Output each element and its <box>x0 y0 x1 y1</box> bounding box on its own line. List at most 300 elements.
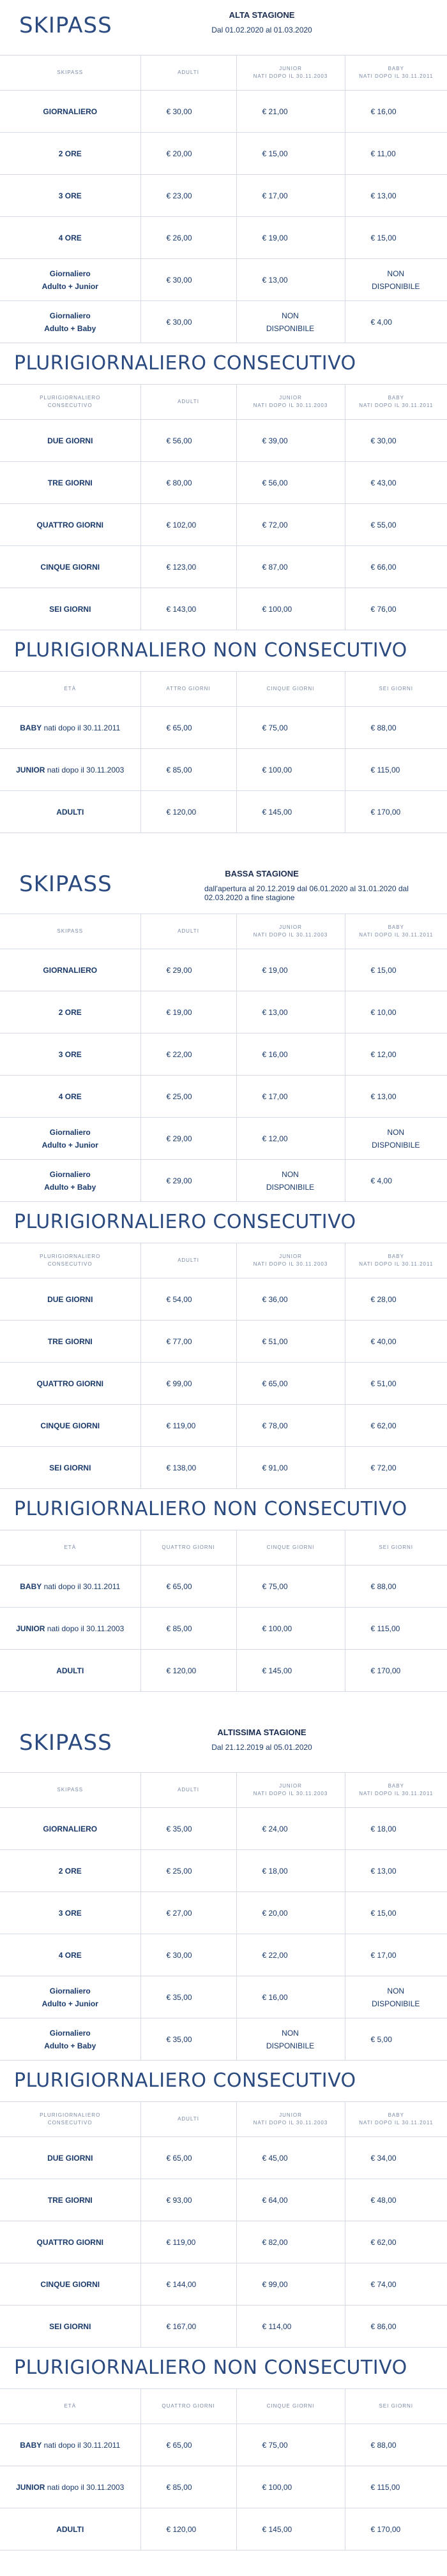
table-row <box>0 1808 447 1850</box>
price-cell: € 12,00 <box>236 1118 345 1160</box>
age-detail: nati dopo il 30.11.2003 <box>45 1624 125 1633</box>
age-label: BABY <box>20 1581 42 1591</box>
age-label: JUNIOR <box>16 2482 45 2492</box>
price-cell: € 29,00 <box>140 1160 236 1202</box>
column-header: JUNIOR NATI DOPO IL 30.11.2003 <box>236 1773 345 1808</box>
price-cell: € 119,00 <box>140 2221 236 2263</box>
price-cell: € 120,00 <box>140 1650 236 1692</box>
row-label-line: Giornaliero <box>49 1169 91 1179</box>
column-header: JUNIOR NATI DOPO IL 30.11.2003 <box>236 2102 345 2137</box>
price-cell: € 170,00 <box>345 2508 447 2550</box>
price-cell: € 80,00 <box>140 462 236 504</box>
column-header: ADULTI <box>140 1773 236 1808</box>
section-gap <box>0 2550 447 2576</box>
row-label: DUE GIORNI <box>0 420 140 462</box>
table-row <box>0 504 447 546</box>
price-cell: € 99,00 <box>140 1363 236 1405</box>
not-available-line: NON <box>387 1986 405 1995</box>
price-cell: € 170,00 <box>345 1650 447 1692</box>
price-cell: € 99,00 <box>236 2263 345 2306</box>
row-label <box>0 1118 140 1160</box>
row-label-line: Adulto + Baby <box>44 2041 96 2050</box>
column-header: PLURIGIORNALIERO CONSECUTIVO <box>0 385 140 420</box>
row-label <box>0 259 140 301</box>
table-row <box>0 791 447 833</box>
price-cell: € 145,00 <box>236 1650 345 1692</box>
price-cell: € 55,00 <box>345 504 447 546</box>
price-cell: € 22,00 <box>236 1934 345 1976</box>
price-cell: € 77,00 <box>140 1321 236 1363</box>
row-label-line: Giornaliero <box>49 1986 91 1995</box>
not-available-line: DISPONIBILE <box>266 2041 315 2050</box>
price-cell: € 123,00 <box>140 546 236 588</box>
table-row <box>0 1650 447 1692</box>
skipass-table <box>0 1772 447 2061</box>
skipass-title: SKIPASS <box>19 871 112 897</box>
price-cell: € 72,00 <box>345 1447 447 1489</box>
column-header: BABY NATI DOPO IL 30.11.2011 <box>345 385 447 420</box>
price-cell: € 100,00 <box>236 749 345 791</box>
age-detail: nati dopo il 30.11.2011 <box>42 723 121 732</box>
consecutive-table <box>0 1243 447 1489</box>
row-label: QUATTRO GIORNI <box>0 504 140 546</box>
price-cell: € 82,00 <box>236 2221 345 2263</box>
not-available-cell <box>236 2018 345 2061</box>
price-cell: € 29,00 <box>140 1118 236 1160</box>
column-header: CINQUE GIORNI <box>236 672 345 707</box>
not-available-cell <box>345 259 447 301</box>
price-cell: € 22,00 <box>140 1033 236 1076</box>
column-header: ETÀ <box>0 1530 140 1566</box>
price-cell: € 144,00 <box>140 2263 236 2306</box>
age-label: ADULTI <box>56 1666 84 1675</box>
price-cell: € 85,00 <box>140 2466 236 2508</box>
not-available-line: DISPONIBILE <box>372 1140 420 1150</box>
not-available-cell <box>345 1118 447 1160</box>
price-cell: € 85,00 <box>140 1608 236 1650</box>
table-row <box>0 949 447 991</box>
price-cell: € 91,00 <box>236 1447 345 1489</box>
row-label <box>0 1566 140 1608</box>
column-header: ATTRO GIORNI <box>140 672 236 707</box>
season-name: ALTISSIMA STAGIONE <box>217 1728 307 1737</box>
table-header-row <box>0 2102 447 2137</box>
column-header: ADULTI <box>140 56 236 91</box>
price-cell: € 36,00 <box>236 1278 345 1321</box>
price-cell: € 65,00 <box>140 2137 236 2179</box>
table-row <box>0 2018 447 2061</box>
price-cell: € 28,00 <box>345 1278 447 1321</box>
table-row <box>0 1405 447 1447</box>
price-cell: € 20,00 <box>236 1892 345 1934</box>
non-consecutive-table <box>0 671 447 833</box>
row-label-line: Giornaliero <box>49 2028 91 2038</box>
row-label <box>0 1608 140 1650</box>
price-cell: € 120,00 <box>140 2508 236 2550</box>
price-cell: € 65,00 <box>236 1363 345 1405</box>
column-header: CINQUE GIORNI <box>236 1530 345 1566</box>
table-row <box>0 707 447 749</box>
skipass-title: SKIPASS <box>19 1730 112 1756</box>
price-cell: € 138,00 <box>140 1447 236 1489</box>
table-header-row <box>0 1243 447 1278</box>
price-cell: € 13,00 <box>345 175 447 217</box>
price-cell: € 13,00 <box>345 1850 447 1892</box>
price-cell: € 39,00 <box>236 420 345 462</box>
price-cell: € 20,00 <box>140 133 236 175</box>
not-available-cell <box>236 1160 345 1202</box>
table-row <box>0 1278 447 1321</box>
price-cell: € 167,00 <box>140 2306 236 2348</box>
season-header <box>0 1717 447 1772</box>
table-row <box>0 259 447 301</box>
price-cell: € 51,00 <box>236 1321 345 1363</box>
row-label: SEI GIORNI <box>0 1447 140 1489</box>
table-row <box>0 749 447 791</box>
row-label-line: Adulto + Junior <box>42 281 98 291</box>
price-cell: € 11,00 <box>345 133 447 175</box>
column-header: PLURIGIORNALIERO CONSECUTIVO <box>0 2102 140 2137</box>
not-available-cell <box>345 1976 447 2018</box>
price-cell: € 54,00 <box>140 1278 236 1321</box>
row-label <box>0 2018 140 2061</box>
table-header-row <box>0 914 447 949</box>
price-cell: € 51,00 <box>345 1363 447 1405</box>
price-cell: € 74,00 <box>345 2263 447 2306</box>
price-cell: € 35,00 <box>140 1808 236 1850</box>
column-header: ETÀ <box>0 672 140 707</box>
consecutive-table <box>0 2101 447 2348</box>
price-cell: € 29,00 <box>140 949 236 991</box>
table-row <box>0 1892 447 1934</box>
column-header: ADULTI <box>140 914 236 949</box>
row-label-line: Adulto + Baby <box>44 323 96 333</box>
table-row <box>0 1934 447 1976</box>
row-label: DUE GIORNI <box>0 1278 140 1321</box>
price-cell: € 100,00 <box>236 588 345 630</box>
row-label: SEI GIORNI <box>0 588 140 630</box>
age-detail: nati dopo il 30.11.2003 <box>45 2482 125 2492</box>
row-label: 4 ORE <box>0 217 140 259</box>
price-cell: € 26,00 <box>140 217 236 259</box>
row-label-line: Adulto + Junior <box>42 1140 98 1150</box>
table-row <box>0 217 447 259</box>
column-header: BABY NATI DOPO IL 30.11.2011 <box>345 1243 447 1278</box>
age-label: BABY <box>20 2440 42 2450</box>
row-label <box>0 707 140 749</box>
section-title-non-consecutive: PLURIGIORNALIERO NON CONSECUTIVO <box>14 2357 407 2379</box>
column-header: QUATTRO GIORNI <box>140 2389 236 2424</box>
row-label: 2 ORE <box>0 133 140 175</box>
table-row <box>0 1608 447 1650</box>
price-cell: € 100,00 <box>236 1608 345 1650</box>
price-cell: € 16,00 <box>236 1976 345 2018</box>
price-cell: € 4,00 <box>345 301 447 343</box>
column-header: PLURIGIORNALIERO CONSECUTIVO <box>0 1243 140 1278</box>
row-label-line: Adulto + Junior <box>42 1999 98 2008</box>
price-cell: € 25,00 <box>140 1850 236 1892</box>
table-row <box>0 1076 447 1118</box>
price-cell: € 5,00 <box>345 2018 447 2061</box>
season-dates: Dal 21.12.2019 al 05.01.2020 <box>211 1743 312 1752</box>
non-consecutive-table <box>0 1530 447 1692</box>
row-label <box>0 1650 140 1692</box>
price-cell: € 24,00 <box>236 1808 345 1850</box>
price-cell: € 15,00 <box>345 217 447 259</box>
row-label: TRE GIORNI <box>0 2179 140 2221</box>
price-cell: € 30,00 <box>140 1934 236 1976</box>
price-cell: € 18,00 <box>236 1850 345 1892</box>
price-cell: € 100,00 <box>236 2466 345 2508</box>
row-label <box>0 1160 140 1202</box>
table-row <box>0 2466 447 2508</box>
price-cell: € 75,00 <box>236 1566 345 1608</box>
table-header-row <box>0 385 447 420</box>
season-dates: Dal 01.02.2020 al 01.03.2020 <box>211 26 312 34</box>
price-cell: € 13,00 <box>236 259 345 301</box>
price-cell: € 19,00 <box>236 217 345 259</box>
row-label: GIORNALIERO <box>0 949 140 991</box>
table-row <box>0 2306 447 2348</box>
row-label: TRE GIORNI <box>0 1321 140 1363</box>
row-label: QUATTRO GIORNI <box>0 1363 140 1405</box>
row-label: 3 ORE <box>0 1892 140 1934</box>
table-row <box>0 1850 447 1892</box>
section-title-consecutive: PLURIGIORNALIERO CONSECUTIVO <box>14 2069 356 2092</box>
price-cell: € 93,00 <box>140 2179 236 2221</box>
table-row <box>0 588 447 630</box>
table-header-row <box>0 2389 447 2424</box>
row-label <box>0 2508 140 2550</box>
row-label: QUATTRO GIORNI <box>0 2221 140 2263</box>
not-available-line: DISPONIBILE <box>266 323 315 333</box>
section-gap <box>0 1692 447 1717</box>
row-label: GIORNALIERO <box>0 1808 140 1850</box>
price-cell: € 27,00 <box>140 1892 236 1934</box>
price-cell: € 62,00 <box>345 1405 447 1447</box>
row-label <box>0 749 140 791</box>
price-cell: € 19,00 <box>140 991 236 1033</box>
row-label <box>0 301 140 343</box>
price-cell: € 75,00 <box>236 707 345 749</box>
price-cell: € 35,00 <box>140 1976 236 2018</box>
table-row <box>0 2179 447 2221</box>
column-header: SEI GIORNI <box>345 1530 447 1566</box>
age-label: JUNIOR <box>16 1624 45 1633</box>
price-cell: € 145,00 <box>236 791 345 833</box>
table-row <box>0 2424 447 2466</box>
column-header: SKIPASS <box>0 56 140 91</box>
season-dates: dall'apertura al 20.12.2019 dal 06.01.2020 al 31.01.2020 dal 02.03.2020 a fine stagione <box>204 884 409 902</box>
row-label: CINQUE GIORNI <box>0 2263 140 2306</box>
row-label: DUE GIORNI <box>0 2137 140 2179</box>
row-label <box>0 2424 140 2466</box>
table-row <box>0 1033 447 1076</box>
row-label-line: Giornaliero <box>49 269 91 278</box>
row-label-line: Adulto + Baby <box>44 1182 96 1192</box>
table-header-row <box>0 1773 447 1808</box>
column-header: ADULTI <box>140 1243 236 1278</box>
price-cell: € 23,00 <box>140 175 236 217</box>
table-row <box>0 1321 447 1363</box>
column-header: ETÀ <box>0 2389 140 2424</box>
price-cell: € 78,00 <box>236 1405 345 1447</box>
row-label: CINQUE GIORNI <box>0 1405 140 1447</box>
not-available-cell <box>236 301 345 343</box>
table-row <box>0 546 447 588</box>
price-cell: € 30,00 <box>140 301 236 343</box>
price-cell: € 64,00 <box>236 2179 345 2221</box>
section-title-non-consecutive: PLURIGIORNALIERO NON CONSECUTIVO <box>14 639 407 662</box>
not-available-line: DISPONIBILE <box>266 1182 315 1192</box>
table-row <box>0 1976 447 2018</box>
section-gap <box>0 833 447 859</box>
price-cell: € 40,00 <box>345 1321 447 1363</box>
table-row <box>0 462 447 504</box>
price-cell: € 17,00 <box>236 1076 345 1118</box>
price-cell: € 85,00 <box>140 749 236 791</box>
table-row <box>0 2508 447 2550</box>
row-label: 2 ORE <box>0 991 140 1033</box>
price-cell: € 35,00 <box>140 2018 236 2061</box>
table-row <box>0 91 447 133</box>
price-cell: € 56,00 <box>236 462 345 504</box>
price-cell: € 56,00 <box>140 420 236 462</box>
price-cell: € 88,00 <box>345 1566 447 1608</box>
price-cell: € 87,00 <box>236 546 345 588</box>
skipass-table <box>0 914 447 1202</box>
price-cell: € 18,00 <box>345 1808 447 1850</box>
row-label <box>0 2466 140 2508</box>
price-cell: € 170,00 <box>345 791 447 833</box>
price-cell: € 72,00 <box>236 504 345 546</box>
table-row <box>0 1118 447 1160</box>
row-label: 4 ORE <box>0 1934 140 1976</box>
price-cell: € 48,00 <box>345 2179 447 2221</box>
table-header-row <box>0 1530 447 1566</box>
column-header: SKIPASS <box>0 914 140 949</box>
skipass-table <box>0 55 447 343</box>
price-cell: € 86,00 <box>345 2306 447 2348</box>
price-cell: € 88,00 <box>345 707 447 749</box>
price-cell: € 30,00 <box>140 91 236 133</box>
season-name: ALTA STAGIONE <box>229 10 295 20</box>
price-cell: € 10,00 <box>345 991 447 1033</box>
price-cell: € 15,00 <box>345 949 447 991</box>
price-cell: € 15,00 <box>236 133 345 175</box>
not-available-line: NON <box>282 1169 299 1179</box>
price-cell: € 65,00 <box>140 2424 236 2466</box>
row-label: 3 ORE <box>0 175 140 217</box>
price-cell: € 115,00 <box>345 749 447 791</box>
column-header: JUNIOR NATI DOPO IL 30.11.2003 <box>236 1243 345 1278</box>
price-cell: € 114,00 <box>236 2306 345 2348</box>
non-consecutive-table <box>0 2388 447 2550</box>
price-cell: € 15,00 <box>345 1892 447 1934</box>
age-detail: nati dopo il 30.11.2011 <box>42 2440 121 2450</box>
not-available-line: NON <box>387 269 405 278</box>
price-cell: € 19,00 <box>236 949 345 991</box>
table-row <box>0 2221 447 2263</box>
not-available-line: NON <box>387 1127 405 1137</box>
table-header-row <box>0 56 447 91</box>
table-header-row <box>0 672 447 707</box>
price-cell: € 143,00 <box>140 588 236 630</box>
price-cell: € 145,00 <box>236 2508 345 2550</box>
price-cell: € 65,00 <box>140 1566 236 1608</box>
column-header: SKIPASS <box>0 1773 140 1808</box>
price-cell: € 102,00 <box>140 504 236 546</box>
consecutive-table <box>0 384 447 630</box>
column-header: ADULTI <box>140 385 236 420</box>
price-cell: € 16,00 <box>236 1033 345 1076</box>
price-cell: € 30,00 <box>345 420 447 462</box>
table-row <box>0 175 447 217</box>
season-header <box>0 0 447 55</box>
row-label-line: Giornaliero <box>49 311 91 320</box>
column-header: SEI GIORNI <box>345 2389 447 2424</box>
table-row <box>0 1160 447 1202</box>
season-header <box>0 859 447 914</box>
price-cell: € 17,00 <box>236 175 345 217</box>
price-cell: € 17,00 <box>345 1934 447 1976</box>
price-cell: € 4,00 <box>345 1160 447 1202</box>
price-cell: € 115,00 <box>345 2466 447 2508</box>
price-cell: € 25,00 <box>140 1076 236 1118</box>
row-label <box>0 1976 140 2018</box>
not-available-line: NON <box>282 311 299 320</box>
column-header: JUNIOR NATI DOPO IL 30.11.2003 <box>236 385 345 420</box>
price-cell: € 43,00 <box>345 462 447 504</box>
not-available-line: DISPONIBILE <box>372 1999 420 2008</box>
age-label: ADULTI <box>56 2524 84 2534</box>
column-header: QUATTRO GIORNI <box>140 1530 236 1566</box>
price-cell: € 30,00 <box>140 259 236 301</box>
age-label: BABY <box>20 723 42 732</box>
price-cell: € 34,00 <box>345 2137 447 2179</box>
price-cell: € 21,00 <box>236 91 345 133</box>
row-label: SEI GIORNI <box>0 2306 140 2348</box>
table-row <box>0 991 447 1033</box>
column-header: BABY NATI DOPO IL 30.11.2011 <box>345 56 447 91</box>
age-detail: nati dopo il 30.11.2011 <box>42 1581 121 1591</box>
season-name: BASSA STAGIONE <box>225 869 299 878</box>
row-label-line: Giornaliero <box>49 1127 91 1137</box>
row-label <box>0 791 140 833</box>
column-header: JUNIOR NATI DOPO IL 30.11.2003 <box>236 56 345 91</box>
not-available-line: DISPONIBILE <box>372 281 420 291</box>
column-header: BABY NATI DOPO IL 30.11.2011 <box>345 1773 447 1808</box>
price-cell: € 75,00 <box>236 2424 345 2466</box>
table-row <box>0 133 447 175</box>
section-title-non-consecutive: PLURIGIORNALIERO NON CONSECUTIVO <box>14 1498 407 1520</box>
price-cell: € 76,00 <box>345 588 447 630</box>
row-label: TRE GIORNI <box>0 462 140 504</box>
age-label: JUNIOR <box>16 765 45 774</box>
price-cell: € 65,00 <box>140 707 236 749</box>
table-row <box>0 2263 447 2306</box>
column-header: SEI GIORNI <box>345 672 447 707</box>
table-row <box>0 420 447 462</box>
price-cell: € 120,00 <box>140 791 236 833</box>
price-cell: € 115,00 <box>345 1608 447 1650</box>
column-header: JUNIOR NATI DOPO IL 30.11.2003 <box>236 914 345 949</box>
row-label: 4 ORE <box>0 1076 140 1118</box>
not-available-line: NON <box>282 2028 299 2038</box>
price-cell: € 62,00 <box>345 2221 447 2263</box>
section-title-consecutive: PLURIGIORNALIERO CONSECUTIVO <box>14 1211 356 1233</box>
price-cell: € 16,00 <box>345 91 447 133</box>
